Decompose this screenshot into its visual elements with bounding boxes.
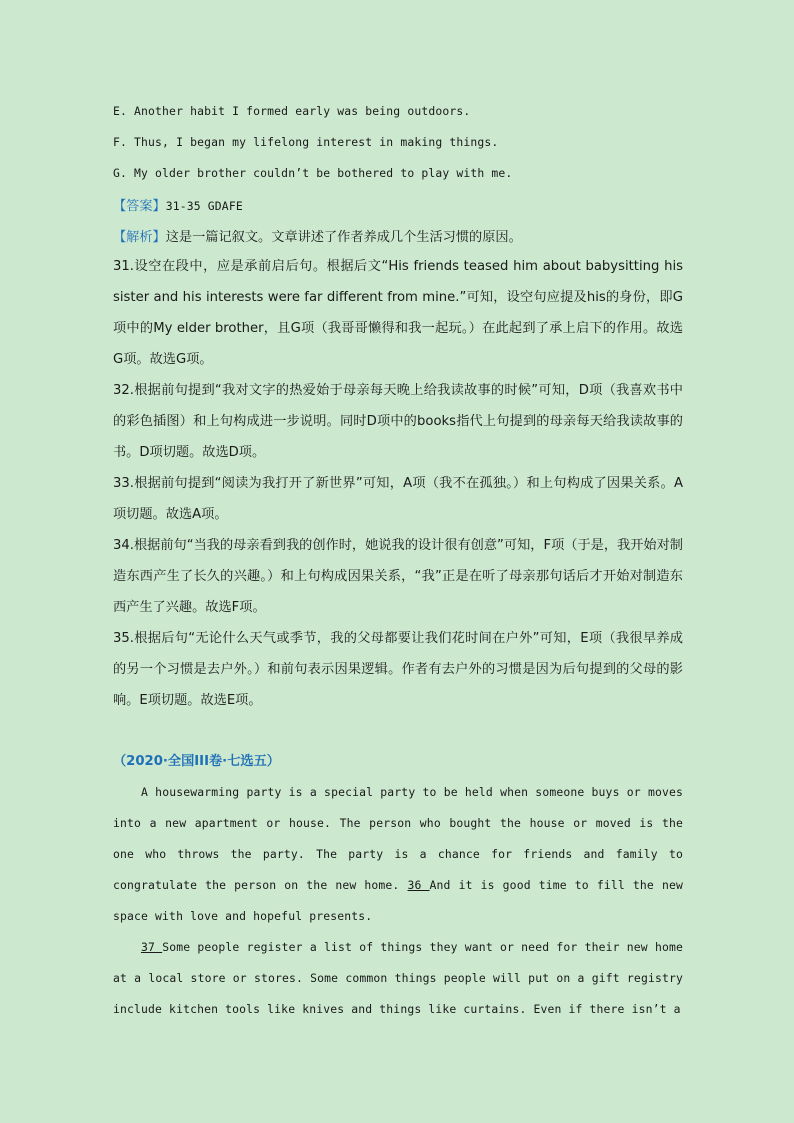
- passage-paragraph-1: [113, 777, 683, 932]
- blank-36: 36: [407, 878, 430, 892]
- passage-p1-text-a: A housewarming party is a special party to be held when someone buys or moves into a new apartment or house. The person who bought the house or moved is the one who throws the party. The party is a chance for friends and family to congratulate the person on the new home.: [113, 785, 683, 892]
- explanation-34: 34.根据前句“当我的母亲看到我的创作时，她说我的设计很有创意”可知，F项（于是，我开始对制造东西产生了长久的兴趣。）和上句构成因果关系，“我”正是在听了母亲那句话后才开始对制造东西产生了兴趣。故选F项。: [113, 538, 683, 615]
- answer-text: 31-35 GDAFE: [165, 199, 243, 213]
- passage-p2-text: Some people register a list of things they want or need for their new home at a local store or stores. Some common things people will put on a gift registry include kitchen tools like knives and things like curtains. Even if there isn’t a: [113, 940, 683, 1016]
- answer-line: [113, 189, 683, 220]
- analysis-line: [113, 220, 683, 251]
- answer-tag: 【答案】: [113, 199, 166, 214]
- explanation-33: 33.根据前句提到“阅读为我打开了新世界”可知，A项（我不在孤独。）和上句构成了因果关系。A项切题。故选A项。: [113, 476, 683, 522]
- blank-37: 37: [141, 940, 163, 954]
- section-gap: [113, 716, 683, 746]
- explanation-32: 32.根据前句提到“我对文字的热爱始于母亲每天晚上给我读故事的时候”可知，D项（我喜欢书中的彩色插图）和上句构成进一步说明。同时D项中的books指代上句提到的母亲每天给我读故事的书。D项切题。故选D项。: [113, 383, 683, 460]
- analysis-text: 这是一篇记叙文。文章讲述了作者养成几个生活习惯的原因。: [165, 230, 522, 245]
- option-e: E. Another habit I formed early was being outdoors.: [113, 104, 471, 118]
- option-f: F. Thus, I began my lifelong interest in making things.: [113, 135, 499, 149]
- analysis-tag: 【解析】: [113, 230, 166, 245]
- option-g: G. My older brother couldn’t be bothered to play with me.: [113, 166, 513, 180]
- passage-paragraph-2: [113, 932, 683, 1025]
- document-page: [113, 96, 683, 1025]
- explanation-31: 31.设空在段中，应是承前启后句。根据后文“His friends teased him about babysitting his sister and his interests were far different from mine.”可知，设空句应提及his的身份，即G项中的My elder brother，且G项（我哥哥懒得和我一起玩。）在此起到了承上启下的作用。故选G项。故选G项。: [113, 259, 683, 367]
- section-heading: （2020·全国III卷·七选五）: [113, 754, 280, 769]
- explanation-35: 35.根据后句“无论什么天气或季节，我的父母都要让我们花时间在户外”可知，E项（我很早养成的另一个习惯是去户外。）和前句表示因果逻辑。作者有去户外的习惯是因为后句提到的父母的影响。E项切题。故选E项。: [113, 631, 683, 708]
- passage-p1-text-b: And it is good time to fill the new space with love and hopeful presents.: [113, 878, 683, 923]
